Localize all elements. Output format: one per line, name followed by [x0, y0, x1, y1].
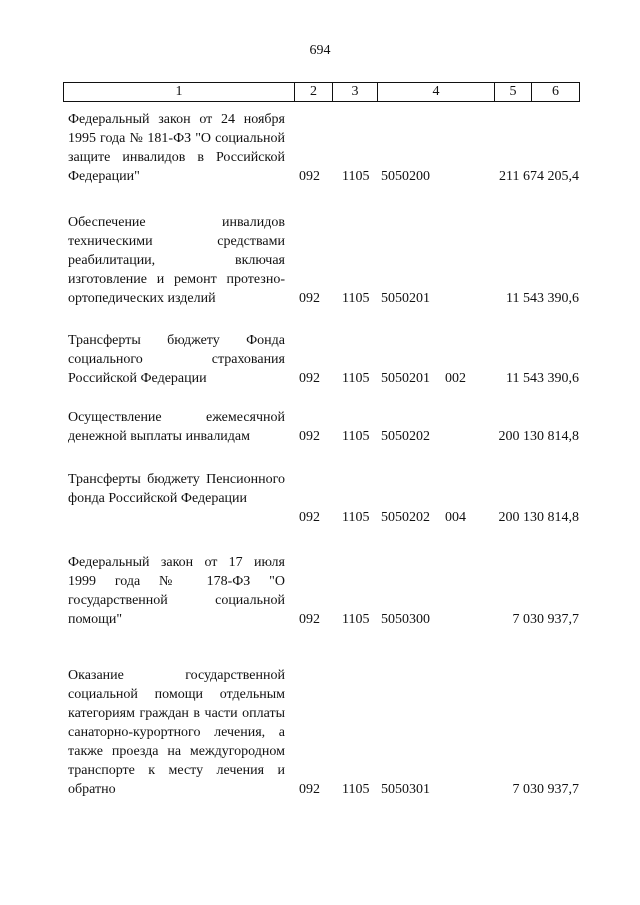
row-description: Оказание государственной социальной помощи отдельным категориям граждан в части оплаты санаторно-курортного лечения, а также проезда на междугородном транспорте к месту лечения и обратно — [68, 668, 285, 797]
cell-col-3: 1105 — [342, 782, 370, 797]
cell-col-3: 1105 — [342, 169, 370, 184]
cell-col-6: 11 543 390,6 — [506, 291, 579, 306]
cell-col-3: 1105 — [342, 612, 370, 627]
header-col-5: 5 — [495, 83, 532, 101]
cell-col-3: 1105 — [342, 429, 370, 444]
header-col-3: 3 — [333, 83, 378, 101]
row-description: Федеральный закон от 17 июля 1999 года № 178-ФЗ "О государственной социальной помощи" — [68, 555, 285, 627]
cell-col-6: 11 543 390,6 — [506, 371, 579, 386]
cell-col-4: 5050202 — [381, 429, 430, 444]
cell-col-6: 7 030 937,7 — [512, 782, 579, 797]
row-description: Трансферты бюджету Пенсионного фонда Российской Федерации — [68, 472, 285, 506]
cell-col-4: 5050201 — [381, 291, 430, 306]
cell-col-3: 1105 — [342, 371, 370, 386]
cell-col-2: 092 — [299, 510, 320, 525]
cell-col-4: 5050200 — [381, 169, 430, 184]
table-header — [63, 82, 580, 102]
cell-col-4: 5050201 — [381, 371, 430, 386]
header-col-1: 1 — [64, 83, 295, 101]
cell-col-2: 092 — [299, 371, 320, 386]
header-col-6: 6 — [552, 84, 559, 99]
row-description: Осуществление ежемесячной денежной выплаты инвалидам — [68, 410, 285, 444]
row-description: Обеспечение инвалидов техническими средствами реабилитации, включая изготовление и ремонт протезно-ортопедических изделий — [68, 215, 285, 306]
page-number: 694 — [309, 43, 331, 58]
cell-col-6: 200 130 814,8 — [498, 510, 579, 525]
cell-col-2: 092 — [299, 429, 320, 444]
row-description: Трансферты бюджету Фонда социального страхования Российской Федерации — [68, 333, 285, 386]
cell-col-5: 002 — [445, 371, 466, 386]
cell-col-2: 092 — [299, 612, 320, 627]
header-col-4: 4 — [378, 83, 495, 101]
cell-col-4: 5050202 — [381, 510, 430, 525]
cell-col-2: 092 — [299, 169, 320, 184]
cell-col-6: 7 030 937,7 — [512, 612, 579, 627]
cell-col-6: 211 674 205,4 — [499, 169, 579, 184]
cell-col-3: 1105 — [342, 291, 370, 306]
cell-col-4: 5050301 — [381, 782, 430, 797]
cell-col-3: 1105 — [342, 510, 370, 525]
cell-col-2: 092 — [299, 291, 320, 306]
cell-col-6: 200 130 814,8 — [498, 429, 579, 444]
cell-col-2: 092 — [299, 782, 320, 797]
cell-col-5: 004 — [445, 510, 466, 525]
row-description: Федеральный закон от 24 ноября 1995 года № 181-ФЗ "О социальной защите инвалидов в Российской Федерации" — [68, 112, 285, 184]
cell-col-4: 5050300 — [381, 612, 430, 627]
header-col-2: 2 — [295, 83, 333, 101]
